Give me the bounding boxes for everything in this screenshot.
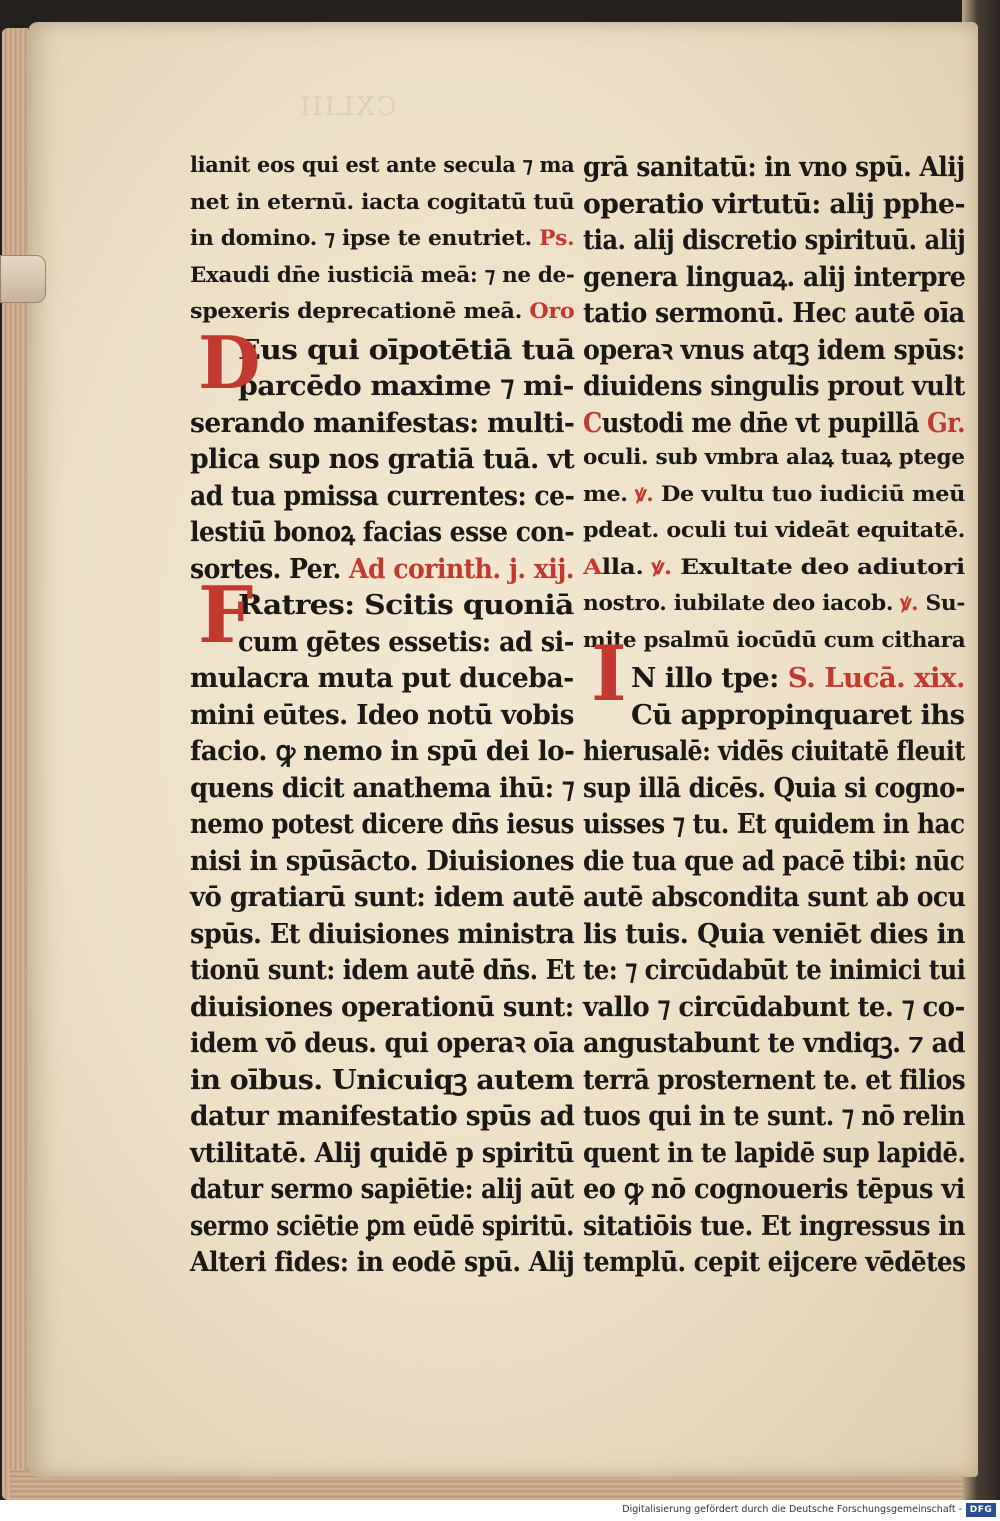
line-text: in oībus. Unicuiqꝫ autem [190,1064,574,1096]
text-line [583,407,966,439]
dfg-logo: DFG [966,1503,996,1517]
line-text: sitatiōis tue. Et ingressus in [583,1210,966,1242]
line-text: facio. ꝙ nemo in spū dei lo- [190,736,575,767]
text-line [238,626,574,658]
text-line [190,188,575,214]
text-line [190,772,575,804]
line-text: parcēdo maxime ⁊ mi- [238,371,574,402]
text-line [238,592,574,619]
line-text: grā sanitatū: in vno spū. Alij [583,152,965,183]
line-text: cum gētes essetis: ad si- [238,626,574,658]
text-line [190,738,574,765]
text-line [583,772,965,804]
text-line [583,1137,966,1169]
show-through-folio: CXLIII [298,92,397,122]
line-text: plica sup nos gratiā tuā. vt [190,444,575,475]
text-line [190,480,575,512]
line-text: eo ꝙ nō cognoueris tēpus vi [583,1174,965,1205]
text-line [583,334,965,366]
text-line [583,261,966,293]
text-line [583,1064,966,1096]
line-text: me. [583,480,636,506]
line-text: tionū sunt: idem autē dn̄s. Et [190,955,575,986]
text-line [631,699,965,731]
line-text: quent in te lapidē sup lapidē. [583,1137,966,1169]
text-line [631,665,965,692]
text-line [583,811,965,838]
line-text: Exultate deo adiutori [672,553,965,579]
line-text: lis tuis. Quia veniēt dies in [583,918,965,950]
text-line [190,300,574,321]
line-text: vō gratiarū sunt: idem autē [190,882,575,913]
text-line [190,957,574,984]
line-text: ad tua pmissa currentes: ce- [190,480,575,512]
line-text: mini eūtes. Ideo notū vobis [190,699,574,731]
line-text: terrā prosternent te. et filios [583,1064,966,1096]
rubric-text: ꝟ. [635,480,654,506]
line-text: De vultu tuo iudiciū meū [653,480,966,506]
text-line [190,261,575,287]
line-text: serando manifestas: multi- [190,407,575,439]
line-text: operatio virtutū: alij pphe- [583,188,965,220]
text-line [190,446,574,473]
line-text: datur manifestatio spūs ad [190,1101,575,1132]
line-text: lestiū bonoꝝ facias esse con- [190,517,575,548]
text-line [190,519,574,546]
line-text: templū. cepit eijcere vēdētes [583,1247,966,1278]
text-line [583,592,965,613]
line-text: Cū appropinquaret ihs [631,699,965,731]
line-text: Alteri fides: in eodē spū. Alij [190,1247,575,1278]
line-text: nemo potest dicere dn̄s iesus [190,809,574,840]
text-line [190,1103,574,1130]
text-line [583,1030,965,1057]
text-line [190,227,574,248]
line-text: N illo tpe: [631,663,788,694]
line-text: te: ⁊ circūdabūt te inimici tui [583,955,966,986]
rubric-text: Gr. [926,407,966,439]
rubric-text: Ps. [539,225,575,250]
text-line [190,1064,574,1096]
text-line [190,811,574,838]
line-text: tatio sermonū. Hec autē oīa [583,298,965,329]
rubric-text: Ad corinth. j. xij. [348,553,574,585]
line-text: Exaudi dn̄e iusticiā meā: ⁊ ne de- [190,261,575,287]
line-text: net in eternū. iacta cogitatū tuū [190,188,575,214]
line-text: pdeat. oculi tui videāt equitatē. [583,517,966,542]
text-line [190,699,574,731]
rubric-text: C [583,407,602,439]
text-line [583,1176,965,1203]
text-line [190,991,574,1023]
line-text: vallo ⁊ circūdabunt te. ⁊ co- [583,991,965,1023]
text-line [190,1249,574,1276]
line-text: sermo sciētie ꝑm eūdē spiritū. [190,1210,574,1242]
line-text: in domino. ⁊ ipse te enutriet. [190,225,540,250]
text-line [190,407,575,439]
text-line [583,300,965,327]
line-text: spūs. Et diuisiones ministra [190,918,575,950]
rubric-text: Oro [529,298,575,323]
line-text: lianit eos qui est ante secula ⁊ ma [190,152,575,177]
line-text: lla. [601,553,652,579]
page-clip [0,255,46,303]
line-text: tia. alij discretio spirituū. alij [583,225,966,256]
footer-credit: Digitalisierung gefördert durch die Deutsche Forschungsgemeinschaft - [622,1504,962,1515]
footer-bar [0,1500,1000,1521]
rubric-text: ꝟ. [900,590,919,615]
text-line [583,626,966,652]
line-text: Ratres: Scitis quoniā [238,590,574,621]
text-line [238,334,575,366]
text-line [583,845,965,877]
text-line [190,154,574,175]
text-line [583,957,965,984]
line-text: idem vō deus. qui operaꝛ oīa [190,1028,575,1059]
manuscript-page [28,22,978,1477]
line-text: die tua que ad pacē tibi: nūc [583,845,965,877]
line-text: sup illā dicēs. Quia si cogno- [583,772,965,804]
text-line [190,884,574,911]
book-edge-left [2,28,28,1500]
line-text: angustabunt te vndiqꝫ. ⁊ ad [583,1028,965,1059]
text-line [583,373,965,400]
line-text: sortes. Per. [190,553,349,585]
text-line [583,519,965,540]
line-text: nisi in spūsācto. Diuisiones [190,845,574,877]
text-line [190,1030,574,1057]
text-line [583,154,965,181]
line-text: spexeris deprecationē meā. [190,298,530,323]
text-line [190,1176,574,1203]
text-line [583,553,965,579]
line-text: autē abscondita sunt ab ocu [583,882,966,913]
line-text: diuidens singulis prout vult [583,371,965,402]
line-text: mite psalmū iocūdū cum cithara [583,626,966,652]
text-line [190,665,574,692]
line-text: Eus qui oīpotētiā tuā [238,334,575,366]
text-line [583,884,965,911]
text-line [583,446,965,467]
rubric-text: S. Lucā. xix. [787,663,965,694]
text-line [583,1249,965,1276]
line-text: Su- [918,590,966,615]
text-line [583,227,965,254]
line-text: hierusalē: vidēs ciuitatē fleuit [583,736,965,767]
text-line [190,918,575,950]
line-text: operaꝛ vnus atqꝫ idem spūs: [583,334,965,366]
line-text: nostro. iubilate deo iacob. [583,590,901,615]
text-line [190,1137,574,1169]
rubric-text: ꝟ. [651,553,673,579]
line-text: tuos qui in te sunt. ⁊ nō relin [583,1101,965,1132]
line-text: diuisiones operationū sunt: [190,991,574,1023]
line-text: genera linguaꝝ. alij interpre [583,261,966,293]
text-line [583,1103,965,1130]
text-line [190,845,574,877]
line-text: uisses ⁊ tu. Et quidem in hac [583,809,965,840]
rubric-text: A [583,553,602,579]
initial-letter-f: F [198,570,254,661]
line-text: quens dicit anathema ihū: ⁊ [190,772,575,804]
text-line [190,1210,574,1242]
line-text: datur sermo sapiētie: alij aūt [190,1174,574,1205]
text-line [583,188,965,220]
text-line [583,918,965,950]
line-text: mulacra muta put duceba- [190,663,574,694]
initial-letter-i: I [591,629,627,718]
text-line [583,1210,966,1242]
initial-letter-d: D [198,320,261,405]
line-text: ustodi me dn̄e vt pupillā [601,407,927,439]
line-text: vtilitatē. Alij quidē p spiritū [190,1137,574,1169]
text-line [583,480,966,506]
line-text: oculi. sub vmbra alaꝝ tuaꝝ ptege [583,444,965,469]
text-line [583,738,965,765]
text-line [583,991,965,1023]
text-line [238,373,574,400]
